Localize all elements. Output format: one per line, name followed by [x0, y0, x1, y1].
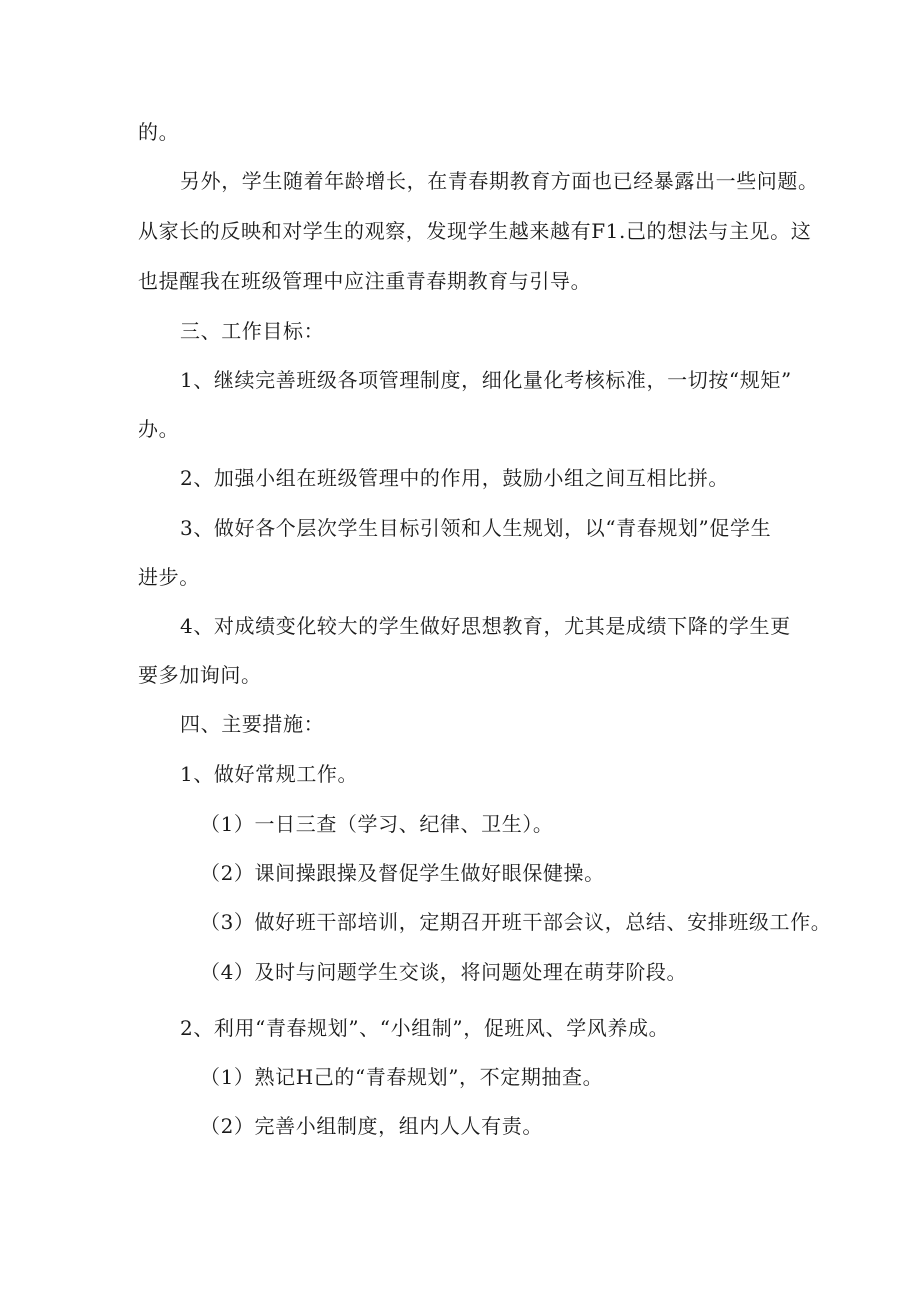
subsection-heading: 2、利用“青春规划”、“小组制”，促班风、学风养成。: [180, 1016, 670, 1040]
list-item: （1）一日三查（学习、纪律、卫生）。: [200, 812, 554, 836]
paragraph-line: 2、加强小组在班级管理中的作用，鼓励小组之间互相比拼。: [180, 466, 729, 490]
paragraph-line: 的。: [138, 120, 180, 144]
paragraph-line: 要多加询问。: [138, 663, 262, 687]
paragraph-line: 进步。: [138, 565, 200, 589]
paragraph-line: 也提醒我在班级管理中应注重青春期教育与引导。: [138, 269, 592, 293]
paragraph-line: 办。: [138, 417, 180, 441]
paragraph-line: 1、继续完善班级各项管理制度，细化量化考核标准，一切按“规矩”: [180, 368, 792, 392]
list-item: （2）完善小组制度，组内人人有责。: [200, 1114, 543, 1138]
list-item: （1）熟记H己的“青春规划”，不定期抽查。: [200, 1065, 604, 1089]
paragraph-line: 从家长的反映和对学生的观察，发现学生越来越有F1.己的想法与主见。这: [138, 219, 812, 243]
paragraph-line: 4、对成绩变化较大的学生做好思想教育，尤其是成绩下降的学生更: [180, 614, 791, 638]
paragraph-line: 另外，学生随着年龄增长，在青春期教育方面也已经暴露出一些问题。: [180, 169, 819, 193]
paragraph-line: 3、做好各个层次学生目标引领和人生规划，以“青春规划”促学生: [180, 516, 772, 540]
list-item: （4）及时与问题学生交谈，将问题处理在萌芽阶段。: [200, 960, 688, 984]
section-heading: 三、工作目标：: [180, 319, 325, 343]
subsection-heading: 1、做好常规工作。: [180, 762, 359, 786]
list-item: （3）做好班干部培训，定期召开班干部会议，总结、安排班级工作。: [200, 910, 832, 934]
list-item: （2）课间操跟操及督促学生做好眼保健操。: [200, 861, 605, 885]
section-heading: 四、主要措施：: [180, 712, 325, 736]
